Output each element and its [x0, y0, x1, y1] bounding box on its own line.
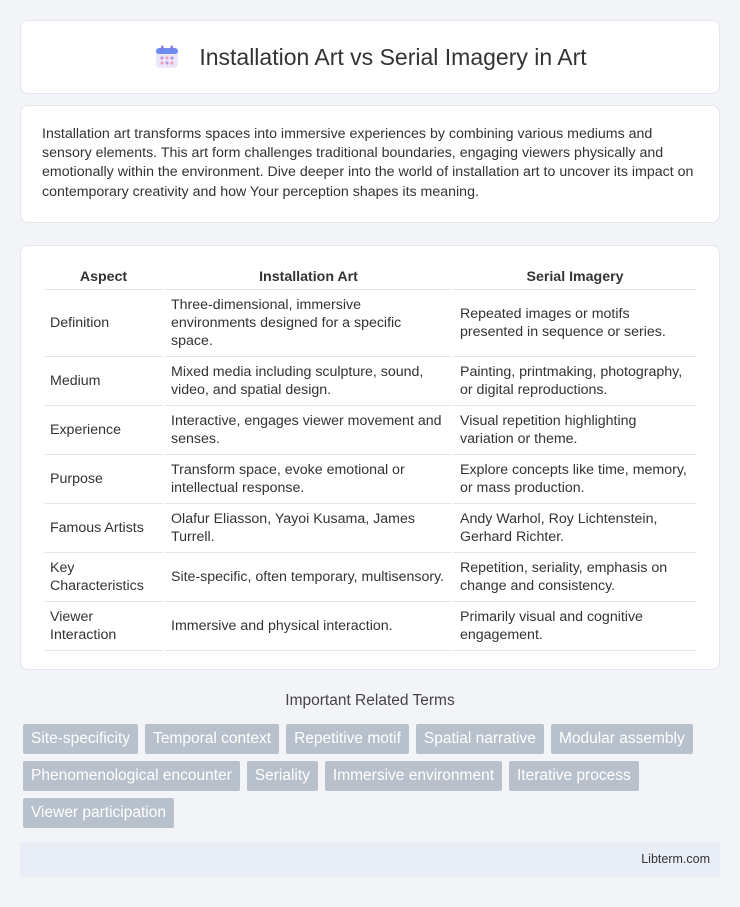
row-aspect: Viewer Interaction [44, 602, 163, 651]
table-row [44, 504, 696, 553]
row-aspect: Key Characteristics [44, 553, 163, 602]
row-installation-art: Mixed media including sculpture, sound, video, and spatial design. [165, 357, 452, 406]
row-installation-art: Olafur Eliasson, Yayoi Kusama, James Turrell. [165, 504, 452, 553]
row-serial-imagery: Explore concepts like time, memory, or mass production. [454, 455, 696, 504]
term-tag[interactable]: Temporal context [145, 724, 279, 754]
page-title: Installation Art vs Serial Imagery in Art [199, 43, 587, 70]
row-aspect: Famous Artists [44, 504, 163, 553]
related-terms-title: Important Related Terms [285, 691, 455, 709]
table-row [44, 455, 696, 504]
calendar-icon [153, 43, 181, 71]
term-tag[interactable]: Seriality [247, 761, 318, 791]
row-serial-imagery: Repetition, seriality, emphasis on change and consistency. [454, 553, 696, 602]
row-aspect: Definition [44, 290, 163, 357]
term-tag[interactable]: Spatial narrative [416, 724, 544, 754]
row-serial-imagery: Andy Warhol, Roy Lichtenstein, Gerhard Richter. [454, 504, 696, 553]
table-row [44, 406, 696, 455]
row-serial-imagery: Primarily visual and cognitive engagement. [454, 602, 696, 651]
intro-card [20, 105, 720, 223]
term-tag[interactable]: Viewer participation [23, 798, 174, 828]
footer-site-link[interactable]: Libterm.com [641, 852, 710, 867]
term-tag[interactable]: Phenomenological encounter [23, 761, 240, 791]
table-header-row [44, 266, 696, 290]
term-tag[interactable]: Immersive environment [325, 761, 502, 791]
row-installation-art: Three-dimensional, immersive environments designed for a specific space. [165, 290, 452, 357]
row-aspect: Purpose [44, 455, 163, 504]
comparison-table [42, 266, 698, 651]
row-installation-art: Immersive and physical interaction. [165, 602, 452, 651]
row-aspect: Experience [44, 406, 163, 455]
comparison-card [20, 245, 720, 670]
row-installation-art: Transform space, evoke emotional or intellectual response. [165, 455, 452, 504]
table-row [44, 290, 696, 357]
term-tag[interactable]: Modular assembly [551, 724, 693, 754]
column-header-installation-art: Installation Art [165, 266, 452, 290]
term-tag[interactable]: Iterative process [509, 761, 639, 791]
column-header-aspect: Aspect [44, 266, 163, 290]
title-card [20, 20, 720, 94]
term-tag[interactable]: Repetitive motif [286, 724, 409, 754]
row-aspect: Medium [44, 357, 163, 406]
row-serial-imagery: Visual repetition highlighting variation or theme. [454, 406, 696, 455]
term-tag[interactable]: Site-specificity [23, 724, 138, 754]
row-serial-imagery: Painting, printmaking, photography, or digital reproductions. [454, 357, 696, 406]
row-installation-art: Interactive, engages viewer movement and senses. [165, 406, 452, 455]
related-terms-list [23, 724, 720, 828]
table-row [44, 602, 696, 651]
footer [20, 842, 720, 877]
table-row [44, 553, 696, 602]
column-header-serial-imagery: Serial Imagery [454, 266, 696, 290]
table-row [44, 357, 696, 406]
row-serial-imagery: Repeated images or motifs presented in sequence or series. [454, 290, 696, 357]
intro-text: Installation art transforms spaces into immersive experiences by combining various mediums and sensory elements. This art form challenges traditional boundaries, engaging viewers physically and emotionally within the environment. Dive deeper into the world of installation art to uncover its impact on contemporary creativity and how Your perception shapes its meaning. [42, 126, 694, 200]
row-installation-art: Site-specific, often temporary, multisensory. [165, 553, 452, 602]
